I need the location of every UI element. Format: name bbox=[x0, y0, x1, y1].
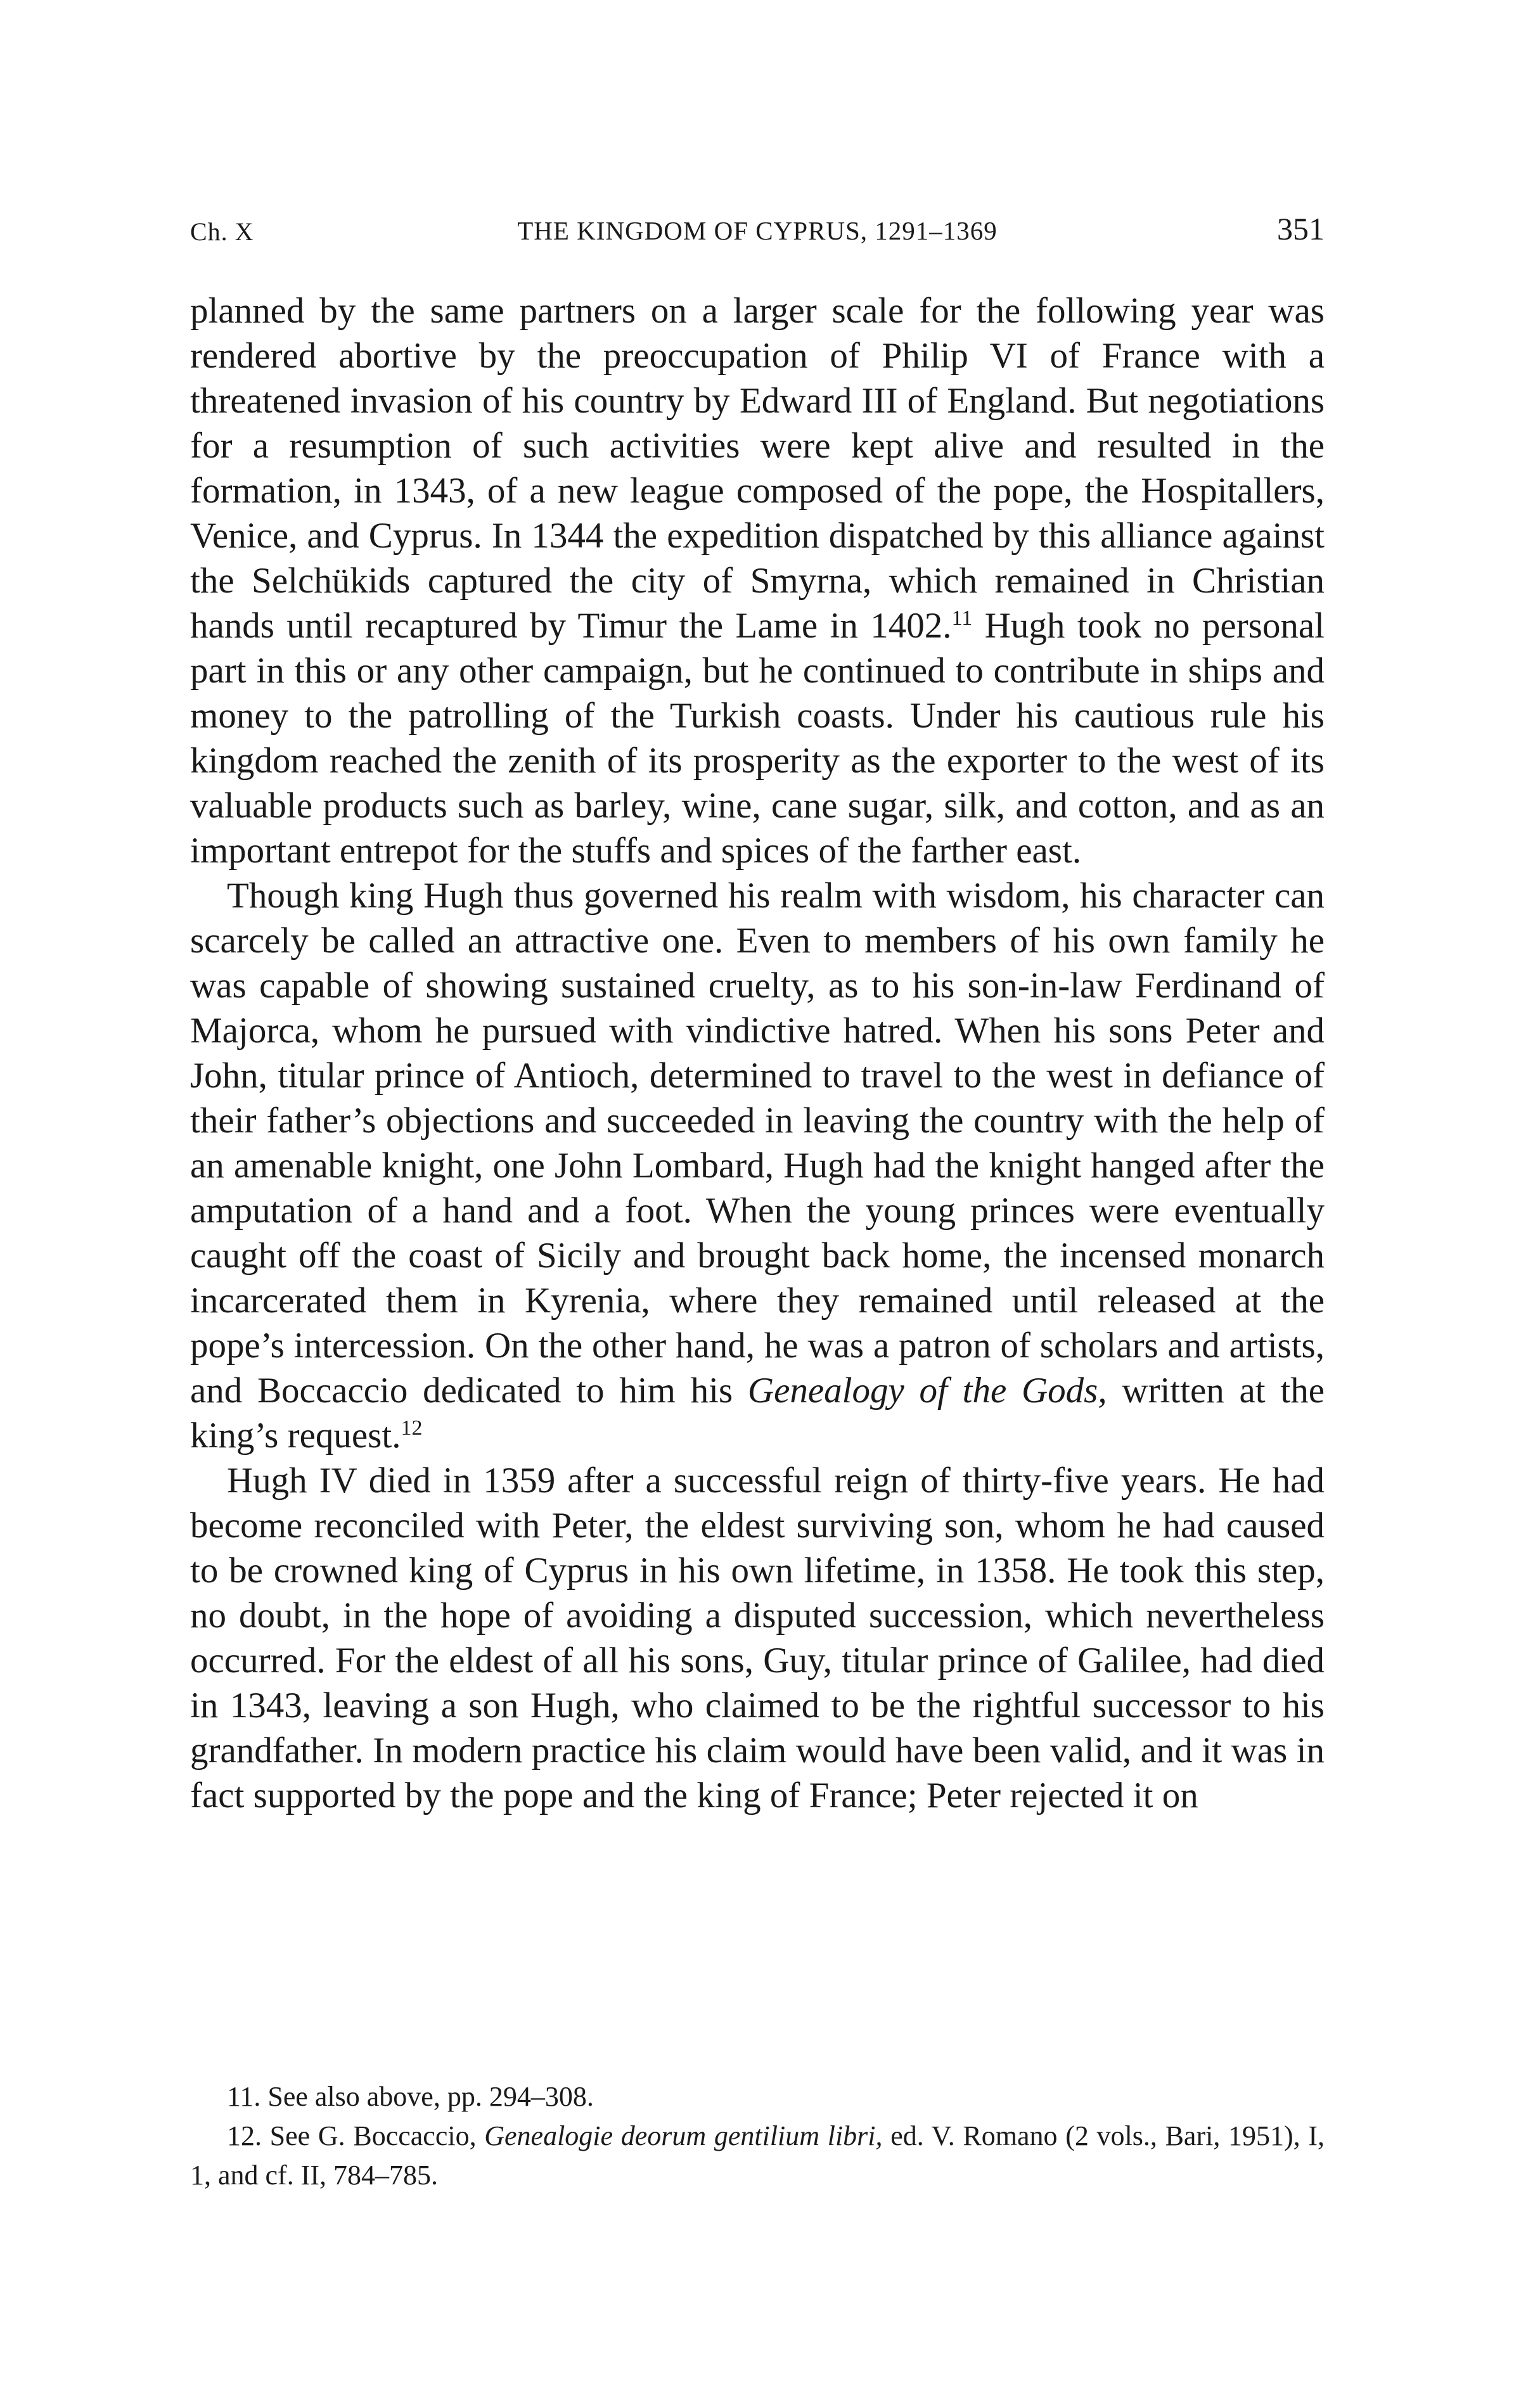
paragraph-2 bbox=[190, 873, 1325, 1458]
footnote-12 bbox=[190, 2117, 1325, 2195]
chapter-label: Ch. X bbox=[190, 217, 254, 246]
footnote-ref-11: 11 bbox=[951, 606, 973, 630]
footnote-11: 11. See also above, pp. 294–308. bbox=[227, 2081, 594, 2112]
footnote-12-italic-title: Genealogie deorum gentilium libri, bbox=[484, 2120, 883, 2151]
paragraph-2-text-cont: written at the king’s request. bbox=[190, 1371, 1325, 1456]
paragraph-1-text-cont: Hugh took no personal part in this or any other campaign, but he continued to contribute in ships and money to the patrolling of the Turkish coasts. Under his cautious rule his kingdom reached the zenith of its prosperity as the exporter to the west of its valuable products such as barley, wine, cane sugar, silk, and cotton, and as an important entrepot for the stuffs and spices of the farther east. bbox=[190, 606, 1325, 871]
book-title-italic: Genealogy of the Gods, bbox=[747, 1371, 1107, 1411]
paragraph-1-text: planned by the same partners on a larger scale for the following year was rendered abortive by the preoccupation of Philip VI of France with a threatened invasion of his country by Edward III of England. But negotiations for a resumption of such activities were kept alive and resulted in the formation, in 1343, of a new league composed of the pope, the Hospitallers, Venice, and Cyprus. In 1344 the expedition dispatched by this alliance against the Selchükids captured the city of Smyrna, which remained in Christian hands until recaptured by Timur the Lame in 1402. bbox=[190, 291, 1325, 646]
footnote-ref-12: 12 bbox=[401, 1416, 423, 1440]
running-header bbox=[190, 210, 1325, 255]
main-text bbox=[190, 288, 1325, 1818]
footnotes bbox=[190, 2077, 1325, 2195]
paragraph-3: Hugh IV died in 1359 after a successful reign of thirty-five years. He had become reconciled with Peter, the eldest surviving son, whom he had caused to be crowned king of Cyprus in his own lifetime, in 1358. He took this step, no doubt, in the hope of avoiding a disputed succession, which nevertheless occurred. For the eldest of all his sons, Guy, titular prince of Galilee, had died in 1343, leaving a son Hugh, who claimed to be the rightful successor to his grandfather. In modern practice his claim would have been valid, and it was in fact supported by the pope and the king of France; Peter rejected it on bbox=[190, 1461, 1325, 1816]
footnote-12-text-cont: ed. V. Romano (2 vols., Bari, 1951), I, 1, and cf. II, 784–785. bbox=[190, 2120, 1325, 2191]
footnote-12-text: 12. See G. Boccaccio, bbox=[227, 2120, 485, 2151]
paragraph-1 bbox=[190, 288, 1325, 873]
running-title: THE KINGDOM OF CYPRUS, 1291–1369 bbox=[517, 216, 998, 245]
page-number: 351 bbox=[1277, 211, 1325, 247]
paragraph-2-text: Though king Hugh thus governed his realm with wisdom, his character can scarcely be called an attractive one. Even to members of his own family he was capable of showing sustained cruelty, as to his son-in-law Ferdinand of Majorca, whom he pursued with vindictive hatred. When his sons Peter and John, titular prince of Antioch, determined to travel to the west in defiance of their father’s objections and succeeded in leaving the country with the help of an amenable knight, one John Lombard, Hugh had the knight hanged after the amputation of a hand and a foot. When the young princes were eventually caught off the coast of Sicily and brought back home, the incensed monarch incarcerated them in Kyrenia, where they remained until released at the pope’s intercession. On the other hand, he was a patron of scholars and artists, and Boccaccio dedicated to him his bbox=[190, 876, 1325, 1411]
